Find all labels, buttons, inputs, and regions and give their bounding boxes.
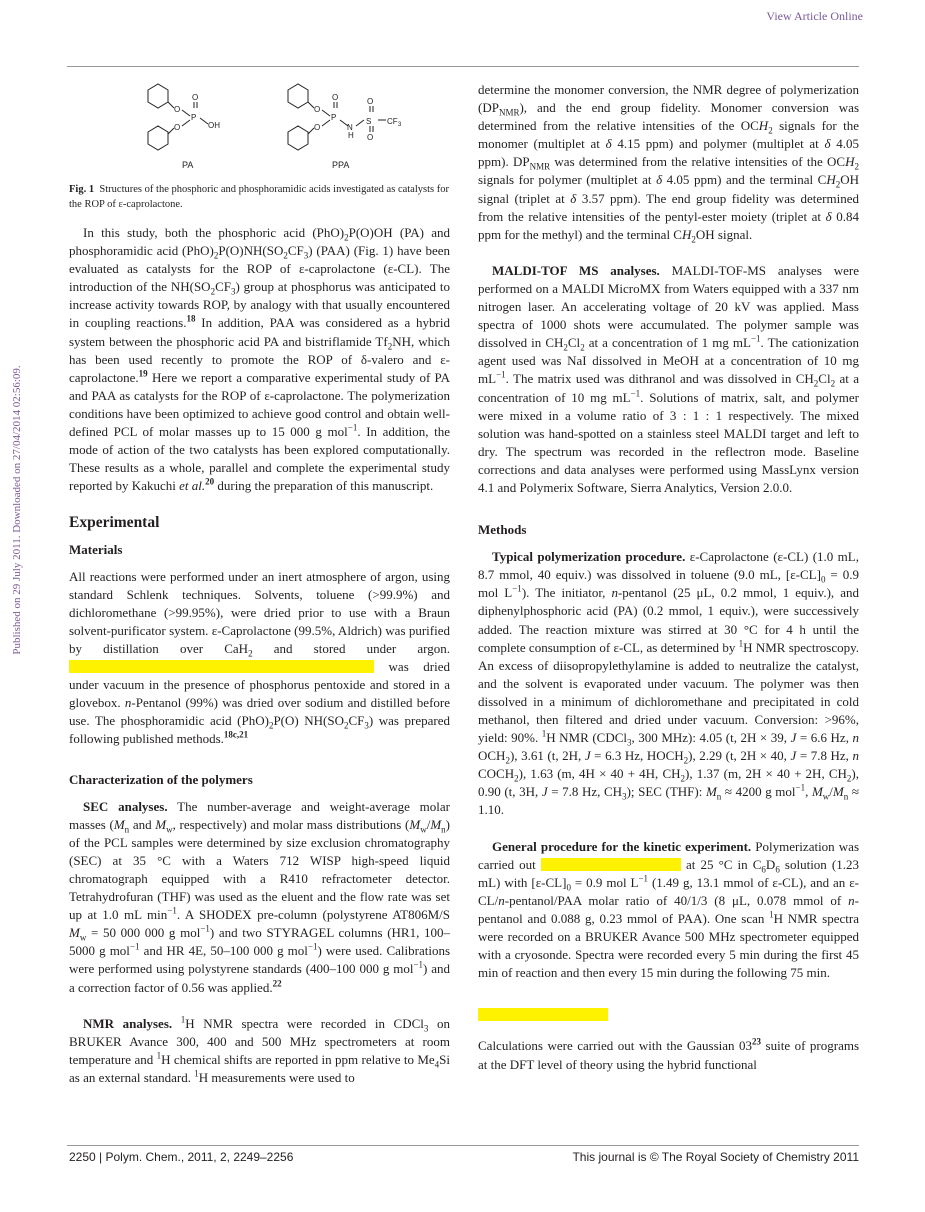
paragraph-sec: SEC analyses. The number-average and weight-average molar masses ($M_n$ and $M_w$, respectively) and molar mass distributions $(M_w/M_n)$ of the PCL samples were determined by size exclusion chromatography (SEC) at 35 °C with a Waters 712 WISP high-speed liquid chromatograph equipped with a R410 refractometer detector. Tetrahydrofuran (THF) was used as the eluent and the flow rate was set up at 1.0 mL $\min^{-1}$. A SHODEX pre-column (polystyrene AT806M/S $M_w = 50$ 000 000 g mol$^{-1}$) and two STYRAGEL columns (HR1, 100–5000 g mol$^{-1}$ and HR 4E, 50–100 000 g mol$^{-1}$) were used. Calibrations were performed using polystyrene standards (400–100 000 g mol$^{-1}$) and a correction factor of 0.56 was applied.$^{22}$ xyxy=(69,798,451,995)
svg-text:P: P xyxy=(331,113,337,122)
svg-text:3: 3 xyxy=(398,122,402,128)
svg-text:H: H xyxy=(348,131,354,140)
paragraph-maldi: MALDI-TOF MS analyses. MALDI-TOF-MS analyses were performed on a MALDI MicroMX from Waters equipped with a 337 nm nitrogen laser. An accelerating voltage of 20 kV was applied. Mass spectra of 1000 shots were accumulated. The polymer sample was dissolved in $CH_2Cl_2$ at a concentration of 1 mg $mL^{-1}$. The cationization agent used was NaI dissolved in MeOH at a concentration of 10 mg $mL^{-1}$. The matrix used was dithranol and was dissolved in $CH_2Cl_2$ at a concentration of 10 mg $mL^{-1}$. Solutions of matrix, salt, and polymer were mixed in a volume ratio of 3 : 1 : 1 respectively. The mixed solution was hand-spotted on a stainless steel MALDI target and left to dry. The spectrum was recorded in the reflectron mode. Baseline corrections and data analyses were performed using MassLynx version 4.1 and Polymerix Software, Sierra Analytics, Version 2.0.0. xyxy=(478,262,859,495)
download-watermark xyxy=(8,360,26,660)
section-materials: Materials xyxy=(69,541,123,557)
footer-rule xyxy=(67,1145,859,1146)
footer-copyright: This journal is © The Royal Society of Chemistry 2011 xyxy=(572,1150,859,1164)
svg-text:OH: OH xyxy=(208,121,220,130)
header-rule xyxy=(67,66,859,67)
svg-text:O: O xyxy=(367,97,374,106)
svg-text:O: O xyxy=(174,105,181,114)
highlight-mark xyxy=(478,1008,608,1021)
figure-1 xyxy=(130,80,450,180)
figure-caption xyxy=(69,182,449,212)
svg-text:O: O xyxy=(174,123,181,132)
footer-citation: 2250 | Polym. Chem., 2011, 2, 2249–2256 xyxy=(69,1150,294,1164)
paragraph-intro: In this study, both the phosphoric acid $(PhO)_2P(O)OH$ (PA) and phosphoramidic acid $(PhO)_2P(O)NH(SO_2CF_3)$ (PAA) (Fig. 1) have been evaluated as catalysts for the ROP of ε-caprolactone (ε-CL). The introduction of the $NH(SO_2CF_3)$ group at phosphorus was anticipated to increase activity towards ROP, by analogy with that usually encountered in coupling reactions.$^{18}$ In addition, PAA was considered as a hybrid system between the phosphoric acid PA and bistriflamide $Tf_2NH$, which has been used recently to promote the ROP of δ-valero and ε-caprolactone.$^{19}$ Here we report a comparative experimental study of PA and PAA as catalysts for the ROP of ε-caprolactone. The polymerization conditions have been optimized to achieve good control and obtain well-defined PCL of molar masses up to 15 000 g mol$^{-1}$. In addition, the mode of action of the two catalysts has been explored computationally. These results as a whole, parallel and complete the experimental study reported by Kakuchi et al.$^{20}$ during the preparation of this manuscript. xyxy=(69,225,451,494)
download-watermark-text: Published on 29 July 2011. Downloaded on 27/04/2014 02:56:09. xyxy=(11,365,23,655)
highlight-heading-line xyxy=(478,1006,859,1024)
svg-text:P: P xyxy=(191,113,197,122)
section-experimental: Experimental xyxy=(69,514,160,532)
runin-sec: SEC analyses. xyxy=(83,798,168,814)
runin-nmr: NMR analyses. xyxy=(83,1015,173,1031)
runin-maldi: MALDI-TOF MS analyses. xyxy=(492,262,660,278)
svg-text:N: N xyxy=(347,123,353,132)
ppa-phenyl-ring-2 xyxy=(288,126,308,150)
paragraph-typical-procedure: Typical polymerization procedure. ε-Caprolactone (ε-CL) (1.0 mL, 8.7 mmol, 40 equiv.) was dissolved in toluene (9.0 mL, $[\varepsilon-CL]_0 = 0.9$ mol $L^{-1}$). The initiator, n-pentanol (25 μL, 0.2 mmol, 1 equiv.), and diphenylphosphoric acid (PA) (0.2 mmol, 1 equiv.), were successively added. The reaction mixture was stirred at 30 °C for 4 h until the complete consumption of ε-CL, as determined by $^1$H NMR spectroscopy. An excess of diisopropylethylamine is added to neutralize the catalyst, and the solvent is evaporated under vacuum. The polymer was then dissolved in a minimum of dichloromethane and precipitated in cold methanol, then filtered and dried under vacuum. Conversion: >96%, yield: 90%. $^1$H NMR (CDCl$_3$, 300 MHz): 4.05 (t, 2H × 39, J = 6.6 Hz, n $OCH_2$), 3.61 (t, 2H, J = 6.3 Hz, $HOCH_2$), 2.29 (t, 2H × 40, J = 7.8 Hz, n $COCH_2$), 1.63 (m, 4H × 40 + 4H, $CH_2$), 1.37 (m, 2H × 40 + 2H, $CH_2$), 0.90 (t, 3H, J = 7.8 Hz, $CH_3$); SEC (THF): $M_n \approx 4200$ g mol$^{-1}$, $M_w/M_n \approx 1.10$. xyxy=(478,549,860,818)
svg-text:S: S xyxy=(366,117,372,126)
paragraph-materials: All reactions were performed under an inert atmosphere of argon, using standard Schlenk techniques. Solvents, toluene (>99.9%) and dichloromethane (>99.95%), were dried prior to use with a Braun solvent-purificator system. ε-Caprolactone (99.5%, Aldrich) was purified by distillation over CaH$_2$ and stored under argon. was dried under vacuum in the presence of phosphorus pentoxide and stored in a glovebox. n-Pentanol (99%) was dried over sodium and distilled before use. The phosphoramidic acid $(PhO)_2P(O)$ $NH(SO_2CF_3)$ was prepared following published methods.$^{18c,21}$ xyxy=(69,568,450,747)
paragraph-nmr-continued: determine the monomer conversion, the NMR degree of polymerization $(DP_{NMR})$, and the end group fidelity. Monomer conversion was determined from the relative intensities of the $OCH_2$ signals for the monomer (multiplet at δ 4.15 ppm) and polymer (multiplet at δ 4.05 ppm). $DP_{NMR}$ was determined from the relative intensities of the $OCH_2$ signals for polymer (multiplet at δ 4.05 ppm) and the terminal $CH_2OH$ signal (triplet at δ 3.57 ppm). The end group fidelity was determined from the relative intensities of the pentyl-ester moiety (triplet at δ 0.84 ppm for the methyl) and the terminal $CH_2OH$ signal. xyxy=(478,82,860,245)
svg-text:O: O xyxy=(332,93,339,102)
pa-phenyl-ring-1 xyxy=(148,84,168,108)
highlight-mark xyxy=(69,660,374,673)
view-article-online-link[interactable]: View Article Online xyxy=(766,9,863,23)
runin-kinetic: General procedure for the kinetic experiment. xyxy=(492,838,752,854)
label-ppa: PPA xyxy=(332,160,350,170)
figure-caption-text: Structures of the phosphoric and phosphoramidic acids investigated as catalysts for the ROP of ε-caprolactone. xyxy=(69,184,449,210)
svg-text:O: O xyxy=(367,133,374,142)
figure-1-structures xyxy=(130,80,450,180)
highlight-mark xyxy=(541,858,681,871)
paragraph-kinetic: General procedure for the kinetic experiment. Polymerization was carried out at 25 °C in $C_6D_6$ solution (1.23 mL) with $[\varepsilon-CL]_0 = 0.9$ mol $L^{-1}$ (1.49 g, 13.1 mmol of ε-CL), and an ε-CL/n-pentanol/PAA molar ratio of 40/1/3 (8 μL, 0.078 mmol of n-pentanol and 0.088 g, 0.23 mmol of PAA). One scan $^1$H NMR spectra were recorded on a BRUKER Avance 500 MHz spectrometer equipped with a cryosonde. Spectra were recorded every 5 min during the first 45 min of reaction and then every 15 min during the following 75 min. xyxy=(478,838,860,981)
svg-text:CF: CF xyxy=(387,117,398,126)
figure-caption-label: Fig. 1 xyxy=(69,184,95,195)
ppa-phenyl-ring-1 xyxy=(288,84,308,108)
section-methods: Methods xyxy=(478,522,527,538)
right-column xyxy=(478,81,859,1074)
pa-phenyl-ring-2 xyxy=(148,126,168,150)
svg-text:O: O xyxy=(192,93,199,102)
svg-text:O: O xyxy=(314,105,321,114)
svg-text:O: O xyxy=(314,123,321,132)
left-column xyxy=(69,224,450,1087)
paragraph-nmr: NMR analyses. $^1$H NMR spectra were recorded in CDCl$_3$ on BRUKER Avance 300, 400 and 500 MHz spectrometers at room temperature and $^1$H chemical shifts are reported in ppm relative to $Me_4Si$ as an external standard. $^1$H measurements were used to xyxy=(69,1014,451,1085)
label-pa: PA xyxy=(182,160,194,170)
paragraph-calculations: Calculations were carried out with the Gaussian $03^{23}$ suite of programs at the DFT level of theory using the hybrid functional xyxy=(478,1037,860,1072)
section-characterization: Characterization of the polymers xyxy=(69,771,253,787)
runin-typical: Typical polymerization procedure. xyxy=(492,549,686,565)
